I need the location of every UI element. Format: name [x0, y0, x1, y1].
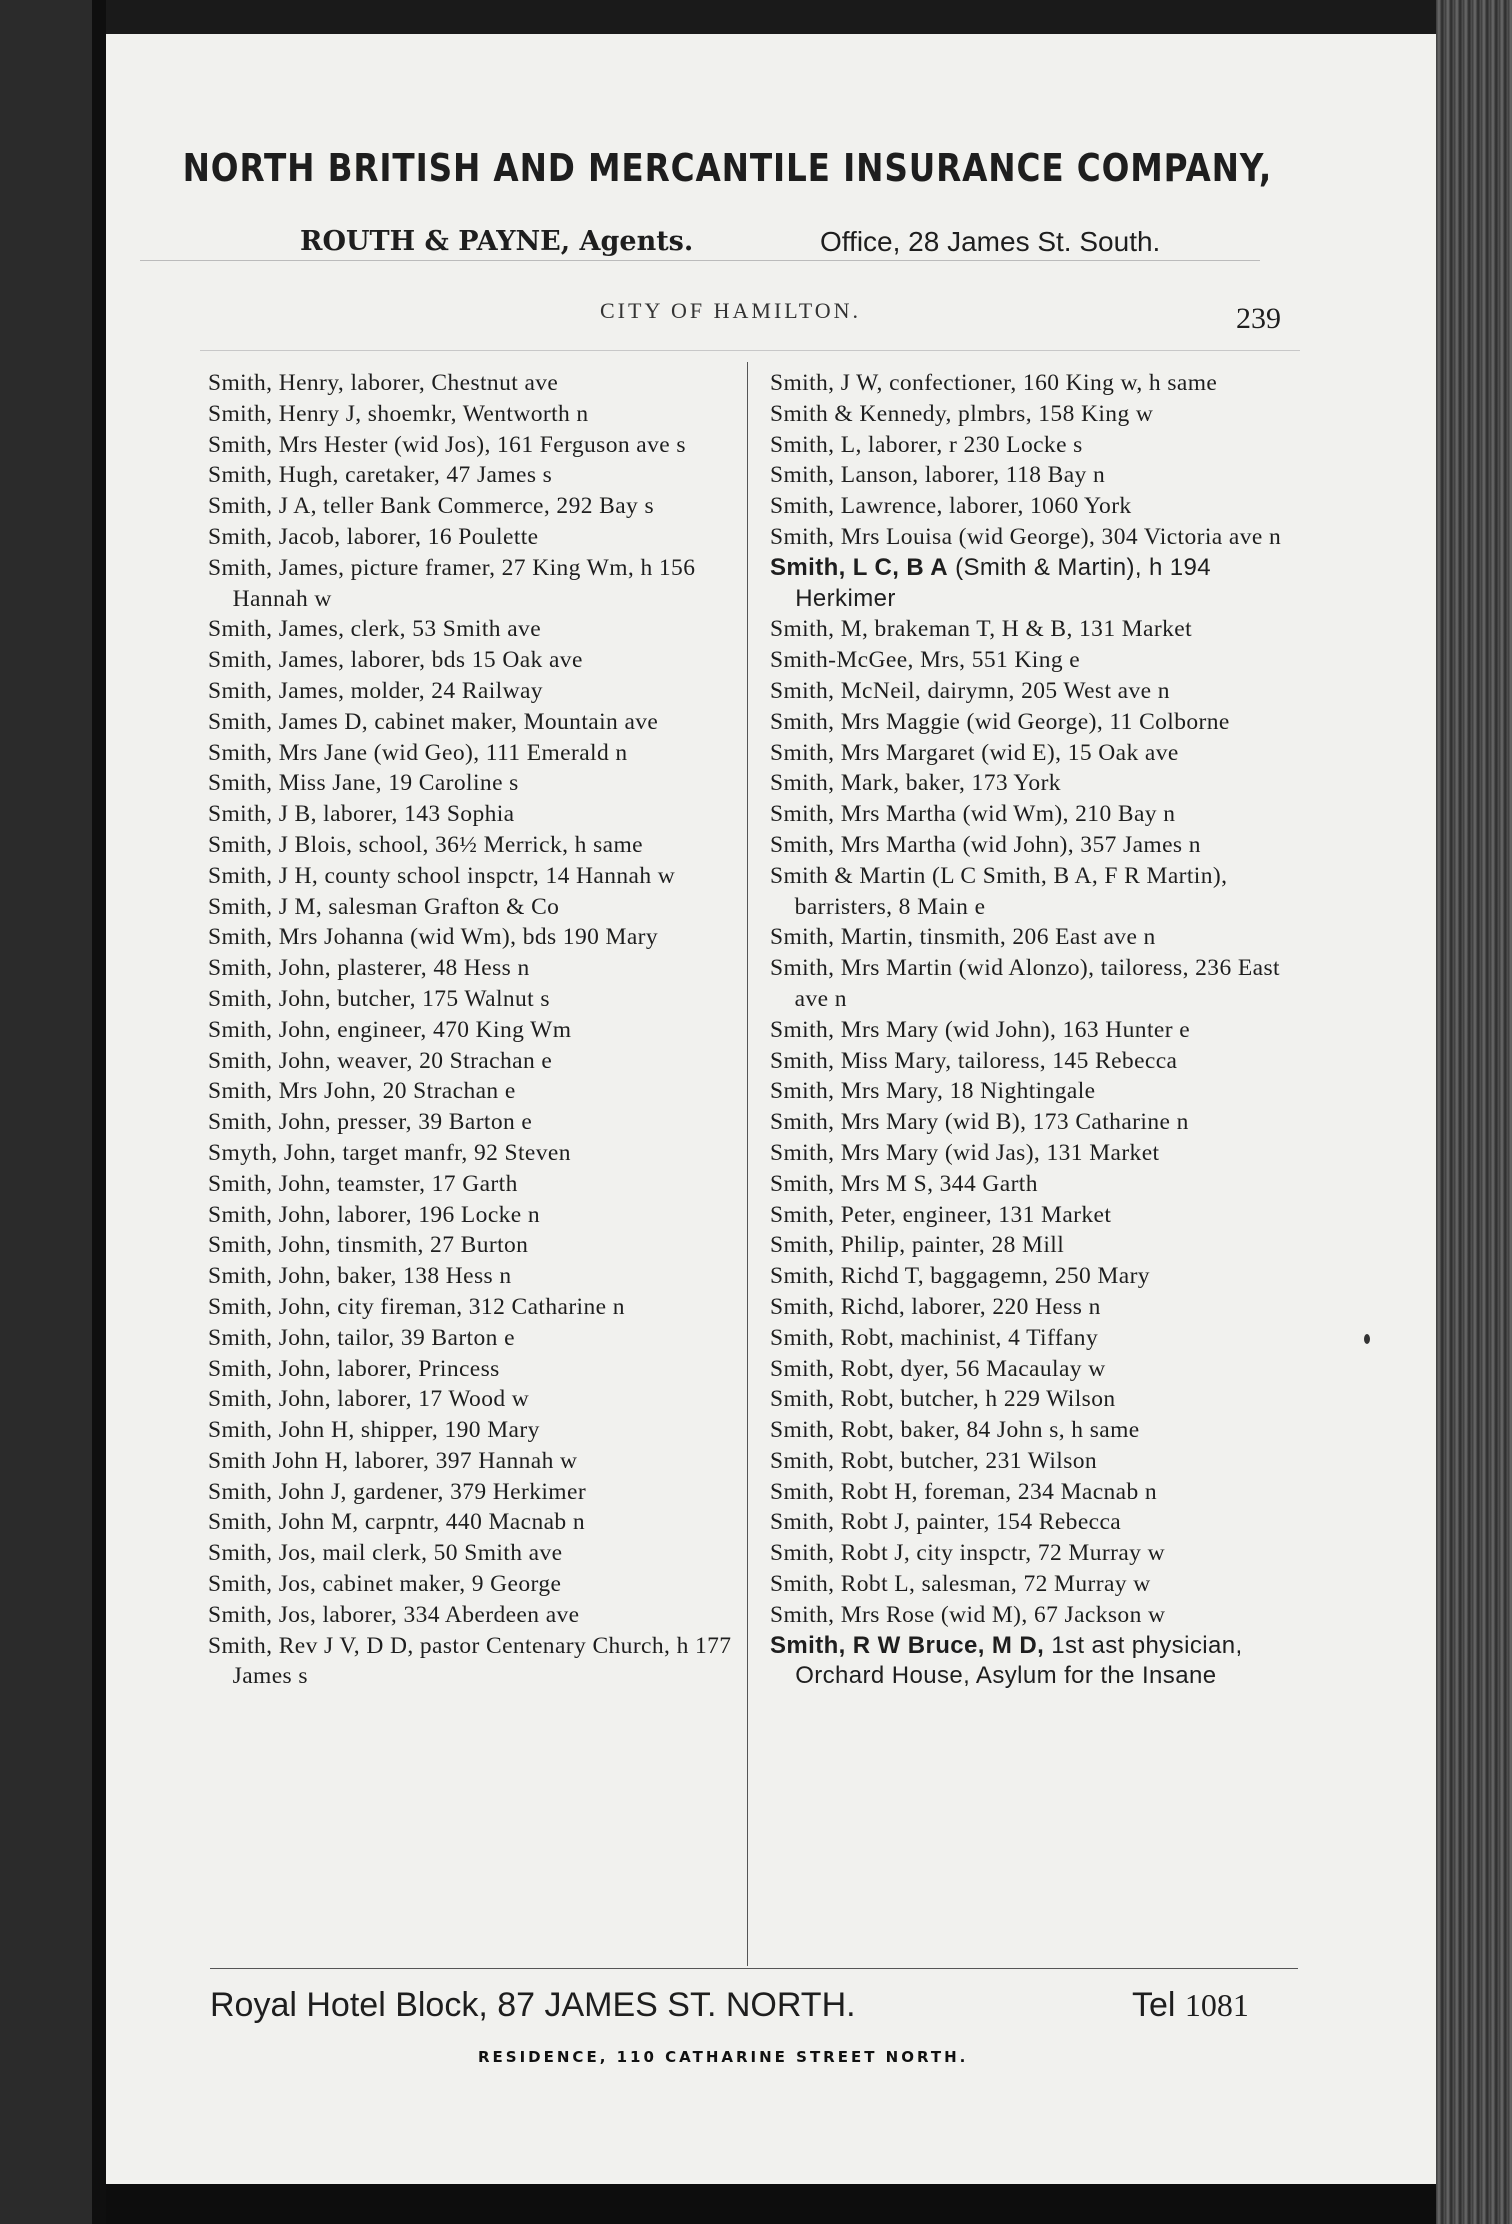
directory-entry: Smith, John M, carpntr, 440 Macnab n	[208, 1509, 586, 1536]
tel-number: 1081	[1184, 1987, 1249, 2023]
directory-entry: Smith, Mrs Jane (wid Geo), 111 Emerald n	[208, 739, 628, 766]
directory-entry: Smith, Hugh, caretaker, 47 James s	[208, 462, 553, 489]
directory-entry: Smith, Philip, painter, 28 Mill	[770, 1232, 1065, 1259]
running-title: CITY OF HAMILTON.	[600, 298, 862, 323]
directory-entry: Smith, Jos, mail clerk, 50 Smith ave	[208, 1540, 563, 1567]
directory-entry: Smith, Mrs Johanna (wid Wm), bds 190 Mary	[208, 924, 659, 951]
directory-entry: Smith, Mrs Martin (wid Alonzo), tailoress, 236 East ave n	[770, 955, 1280, 1012]
header-rule	[140, 260, 1260, 261]
directory-entry: Smith, Henry J, shoemkr, Wentworth n	[208, 400, 589, 427]
directory-entry: Smith, John, plasterer, 48 Hess n	[208, 955, 530, 982]
directory-entry: Smith, James, picture framer, 27 King Wm, h 156 Hannah w	[208, 554, 696, 612]
directory-entry: Smith, Mrs Maggie (wid George), 11 Colborne	[770, 708, 1230, 735]
entry-detail: (Smith & Martin), h 194 Herkimer	[795, 553, 1212, 612]
directory-entry: Smith, Jos, cabinet maker, 9 George	[208, 1571, 562, 1598]
directory-entry: Smith, John, engineer, 470 King Wm	[208, 1016, 572, 1043]
directory-entry: Smith, Mrs Mary (wid Jas), 131 Market	[770, 1139, 1160, 1166]
directory-entry: Smith-McGee, Mrs, 551 King e	[770, 647, 1081, 674]
directory-entry	[770, 553, 1298, 615]
directory-entry: Smith, Robt, machinist, 4 Tiffany	[770, 1324, 1099, 1351]
directory-entry: Smith, Mrs Margaret (wid E), 15 Oak ave	[770, 739, 1179, 766]
directory-entry: Smith, Robt J, painter, 154 Rebecca	[770, 1509, 1122, 1536]
directory-entry: Smith, J H, county school inspctr, 14 Hannah w	[208, 862, 676, 889]
directory-entry: Smith, Rev J V, D D, pastor Centenary Church, h 177 James s	[208, 1632, 732, 1690]
tel-label: Tel	[1132, 1986, 1176, 2024]
top-rule	[200, 350, 1300, 351]
directory-entry: Smith, Mrs Mary (wid John), 163 Hunter e	[770, 1016, 1191, 1043]
footer-advertisement	[210, 1986, 1300, 2030]
directory-entry: Smith, John, teamster, 17 Garth	[208, 1170, 518, 1197]
directory-entry: Smith, Robt H, foreman, 234 Macnab n	[770, 1478, 1158, 1505]
directory-entry: Smith, Miss Jane, 19 Caroline s	[208, 770, 519, 797]
directory-entry: Smith, Mrs Hester (wid Jos), 161 Ferguson ave s	[208, 431, 686, 458]
directory-entry: Smith John H, laborer, 397 Hannah w	[208, 1447, 578, 1474]
directory-entry: Smith, J A, teller Bank Commerce, 292 Bay s	[208, 493, 655, 520]
left-column	[208, 368, 740, 1692]
directory-entry: Smith, Miss Mary, tailoress, 145 Rebecca	[770, 1047, 1178, 1074]
scan-speck	[1364, 1334, 1370, 1344]
agents-line: ROUTH & PAYNE, Agents.	[300, 226, 694, 257]
directory-entry: Smith, Lawrence, laborer, 1060 York	[770, 493, 1132, 520]
directory-entry: Smith, John, laborer, 17 Wood w	[208, 1386, 530, 1413]
directory-entry: Smith, Lanson, laborer, 118 Bay n	[770, 462, 1106, 489]
directory-entry: Smith, Robt, butcher, h 229 Wilson	[770, 1386, 1116, 1413]
directory-entry: Smith, Robt J, city inspctr, 72 Murray w	[770, 1540, 1165, 1567]
directory-entry	[770, 1631, 1298, 1693]
directory-entry: Smith, J Blois, school, 36½ Merrick, h same	[208, 831, 643, 858]
company-name: NORTH BRITISH AND MERCANTILE INSURANCE COMPANY,	[182, 146, 1273, 190]
office-address: Office, 28 James St. South.	[820, 226, 1161, 257]
directory-entry: Smyth, John, target manfr, 92 Steven	[208, 1139, 571, 1166]
directory-entry: Smith, Mrs Rose (wid M), 67 Jackson w	[770, 1601, 1166, 1628]
entry-name: Smith, L C, B A	[770, 553, 949, 581]
footer-residence: RESIDENCE, 110 CATHARINE STREET NORTH.	[478, 2048, 969, 2066]
directory-entry: Smith, Mrs M S, 344 Garth	[770, 1170, 1038, 1197]
directory-entry: Smith & Martin (L C Smith, B A, F R Martin), barristers, 8 Main e	[770, 862, 1228, 920]
directory-entry: Smith, Jos, laborer, 334 Aberdeen ave	[208, 1601, 580, 1628]
directory-entry: Smith, J B, laborer, 143 Sophia	[208, 801, 515, 828]
directory-entry: Smith, John, laborer, 196 Locke n	[208, 1201, 541, 1228]
directory-entry: Smith, J M, salesman Grafton & Co	[208, 893, 560, 920]
directory-entry: Smith, James, laborer, bds 15 Oak ave	[208, 647, 583, 674]
directory-entry: Smith, John J, gardener, 379 Herkimer	[208, 1478, 587, 1505]
footer-rule	[210, 1968, 1298, 1969]
directory-entry: Smith, John H, shipper, 190 Mary	[208, 1417, 540, 1444]
directory-entry: Smith, L, laborer, r 230 Locke s	[770, 431, 1083, 458]
directory-entry: Smith, Robt, butcher, 231 Wilson	[770, 1447, 1098, 1474]
scan-frame-bottom	[106, 2184, 1436, 2224]
directory-entry: Smith, Mark, baker, 173 York	[770, 770, 1061, 797]
advertisement-header	[100, 146, 1280, 257]
directory-entry: Smith, John, tailor, 39 Barton e	[208, 1324, 515, 1351]
footer-address: Royal Hotel Block, 87 JAMES ST. NORTH.	[210, 1986, 856, 2024]
directory-entry: Smith, John, weaver, 20 Strachan e	[208, 1047, 553, 1074]
directory-entry: Smith, Mrs Martha (wid John), 357 James n	[770, 831, 1201, 858]
directory-entry: Smith, John, tinsmith, 27 Burton	[208, 1232, 529, 1259]
directory-entry: Smith, James D, cabinet maker, Mountain ave	[208, 708, 659, 735]
directory-entry: Smith, Mrs John, 20 Strachan e	[208, 1078, 516, 1105]
directory-entry: Smith, Henry, laborer, Chestnut ave	[208, 370, 559, 396]
right-column	[770, 368, 1298, 1692]
directory-entry: Smith, Jacob, laborer, 16 Poulette	[208, 523, 539, 550]
directory-entry: Smith, Mrs Louisa (wid George), 304 Victoria ave n	[770, 523, 1282, 550]
directory-entry: Smith, Richd, laborer, 220 Hess n	[770, 1293, 1101, 1320]
column-divider	[747, 362, 748, 1966]
directory-entry: Smith, Mrs Mary (wid B), 173 Catharine n	[770, 1109, 1189, 1136]
page-stack-edge	[1436, 0, 1512, 2224]
directory-entry: Smith, John, butcher, 175 Walnut s	[208, 985, 550, 1012]
scan-frame-left	[0, 0, 92, 2224]
page-number: 239	[1236, 302, 1281, 335]
directory-entry: Smith, Robt L, salesman, 72 Murray w	[770, 1571, 1151, 1598]
directory-entry: Smith, Mrs Mary, 18 Nightingale	[770, 1078, 1096, 1105]
directory-entry: Smith, McNeil, dairymn, 205 West ave n	[770, 677, 1170, 704]
directory-entry: Smith, John, city fireman, 312 Catharine n	[208, 1293, 625, 1320]
directory-entry: Smith, Mrs Martha (wid Wm), 210 Bay n	[770, 801, 1176, 828]
directory-entry: Smith & Kennedy, plmbrs, 158 King w	[770, 400, 1154, 427]
directory-entry: Smith, John, presser, 39 Barton e	[208, 1109, 533, 1136]
directory-entry: Smith, Robt, dyer, 56 Macaulay w	[770, 1355, 1106, 1382]
directory-entry: Smith, John, baker, 138 Hess n	[208, 1263, 512, 1290]
directory-entry: Smith, James, clerk, 53 Smith ave	[208, 616, 542, 643]
directory-entry: Smith, Richd T, baggagemn, 250 Mary	[770, 1263, 1150, 1290]
directory-entry: Smith, Martin, tinsmith, 206 East ave n	[770, 924, 1156, 951]
directory-entry: Smith, John, laborer, Princess	[208, 1355, 500, 1382]
directory-entry: Smith, J W, confectioner, 160 King w, h same	[770, 370, 1218, 396]
entry-detail: 1st ast physician, Orchard House, Asylum for the Insane	[795, 1631, 1243, 1690]
entry-name: Smith, R W Bruce, M D,	[770, 1631, 1045, 1659]
directory-entry: Smith, James, molder, 24 Railway	[208, 677, 543, 704]
directory-entry: Smith, M, brakeman T, H & B, 131 Market	[770, 616, 1193, 643]
directory-entry: Smith, Robt, baker, 84 John s, h same	[770, 1417, 1140, 1444]
directory-entry: Smith, Peter, engineer, 131 Market	[770, 1201, 1112, 1228]
footer-telephone	[1132, 1986, 1249, 2025]
scan-frame-binding	[92, 0, 106, 2224]
